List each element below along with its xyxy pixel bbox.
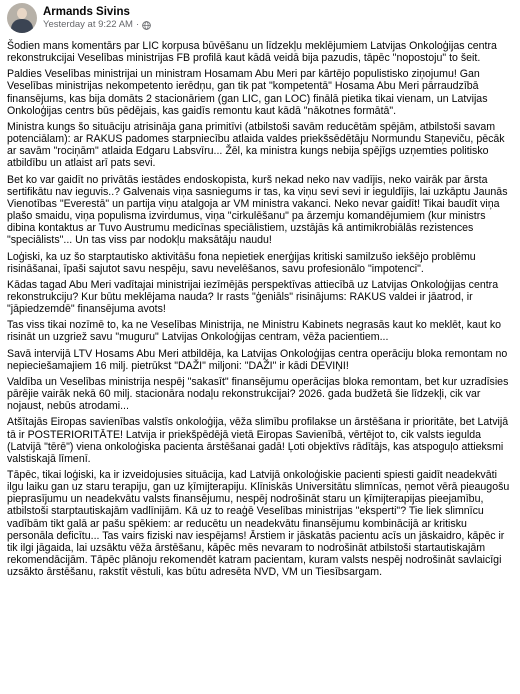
post-meta	[43, 5, 151, 31]
post-paragraph: Tāpēc, tikai loģiski, ka ir izveidojusies situācija, kad Latvijā onkoloģiskie pacienti spiesti gaidīt neadekvāti ilgu laiku gan uz staru terapiju, gan uz ķīmijterapiju. Klīniskās Universitātu slimnīcas, ņemot vērā pieaugošu pieprasījumu un neadekvātu valsts finansējumu, nespēj nodrošināt staru un ķīmijterapijas pieejamību, atbilstoši starptautiskajām vadlīnijām. Kā uz to reaģē Veselības ministrijas "eksperti"? Tie liek slimnīcu vadībām tikt galā ar pašu spēkiem: ar reducētu un neadekvātu finansējumu kombinācijā ar kritisku personāla deficītu... Tas vairs fiziski nav iespējams! Ārstiem ir jāskatās pacientu acīs un jāskaidro, kāpēc ir tik ilgi jāgaida, lai uzsāktu vēža ārstēšanu, kāpēc mēs nevaram to nodrošināt atbilstoši startautiskajām rekomendācijām. Tāpēc plānoju rekomendēt katram pacientam, kuram valsts nespēj nodrošināt savlaicīgi uzsākto ārstēšanu, rakstīt vēstuli, kas būtu adresēta NVD, VM un Tiesībsargam.	[7, 469, 510, 579]
avatar[interactable]	[7, 3, 37, 33]
post-timestamp[interactable]: Yesterday at 9:22 AM	[43, 19, 133, 30]
post-text	[7, 40, 514, 578]
post-paragraph: Tas viss tikai nozīmē to, ka ne Veselības Ministrija, ne Ministru Kabinets negrasās kaut ko meklēt, kaut ko risināt un uzgriež savu "muguru" Latvijas Onkoloģijas centram, vēža pacientiem...	[7, 319, 502, 344]
separator-dot: ·	[135, 19, 140, 30]
post-paragraph: Atšītajās Eiropas savienības valstīs onkoloģija, vēža slimību profilakse un ārstēšana ir prioritāte, bet Latvijā tā ir POSTERIORITĀTE! Latvija ir priekšpēdējā vietā Eiropas Savienībā, vērtējot to, cik valsts iegulda (Latvijā "tērē") viena onkoloģiska pacienta ārstēšanai gadā! Ļoti objektīvs rādītājs, kas atspoguļo attieksmi valstiskajā līmenī.	[7, 416, 509, 465]
post-paragraph: Šodien mans komentārs par LIC korpusa būvēšanu un līdzekļu meklējumiem Latvijas Onkoloģijas centra rekonstrukcijai Veselības ministrijas FB profilā kaut kādā veidā bija pazudis, tāpēc "nopostoju" to šeit.	[7, 40, 497, 65]
globe-icon[interactable]	[142, 21, 151, 30]
post-paragraph: Kādas tagad Abu Meri vadītajai ministrijai iezīmējās perspektīvas attiecībā uz Latvijas Onkoloģijas centra rekonstrukciju? Kur būtu meklējama nauda? Ir rasts "ģeniāls" risinājums: RAKUS valdei ir jāatrod, ir "jāpiedzemdē" finansējuma avots!	[7, 278, 499, 316]
post-paragraph: Loģiski, ka uz šo starptautisko aktivitāšu fona nepietiek enerģijas kritiski samilzušo iekšējo problēmu risināšanai, īpaši sajutot savu nespēju, savu nevelēšanos, savu profesionālo "impotenci".	[7, 250, 476, 275]
post-paragraph: Paldies Veselības ministrijai un ministram Hosamam Abu Meri par kārtējo populistisko ziņojumu! Gan Veselības ministrijas nekompetento ierēdņu, gan tik pat "kompetentā" Hosama Abu Meri pārraudzībā finansējums, kas bija domāts 2 stacionāriem (gan LIC, gan LOC) finālā pietika tikai vienam, un Latvijas Onkoloģijas centrs būs pēdējais, kas gaidīs remontu kaut kādā "nākotnes formātā".	[7, 68, 488, 117]
post-header	[7, 0, 514, 36]
post-subline	[43, 19, 151, 31]
post-paragraph: Savā intervijā LTV Hosams Abu Meri atbildēja, ka Latvijas Onkoloģijas centra operāciju bloka remontam no nepieciešamajiem 16 milj. pietrūkst "DAŽI" miljoni: "DAŽI" ir kādi DEVIŅI!	[7, 347, 508, 372]
post-paragraph: Bet ko var gaidīt no privātās iestādes endoskopista, kurš nekad neko nav vadījis, neko vairāk par ārsta sertifikātu nav ieguvis..? Galvenais viņa sasniegums ir tas, ka viņu sevi sevi ir ieguldījis, lai uzkāptu Jaunās Vienotības "Everestā" un partija viņu atalgoja ar VM ministra vakanci. Neko nevar gaidīt! Tikai baudīt viņa plašo smaidu, viņa populisma izvirdumus, viņa "cirkulēšanu" pa ārzemju komandējumiem (kur ministrs dibina kontaktus ar Tuvo Austrumu medicīnas speciālistiem, uzstājās kā antimikrobiālās rezistences "speciālists"... Un tas viss par nodokļu maksātāju naudu!	[7, 173, 508, 247]
post-paragraph: Ministra kungs šo situāciju atrisināja gana primitīvi (atbilstoši savām reducētām spējām, atbilstoši savam potenciālam): ar RAKUS padomes starpniecību atlaida valdes priekšsēdētāju Normundu Staņeviču, pēcāk ar savām "rociņām" atlaida Edgaru Labsvīru... Žēl, ka ministra kungs nebija spējīgs uzņemties politisko atbildību un atlaist arī pats sevi.	[7, 120, 505, 170]
author-name[interactable]: Armands Sivins	[43, 6, 130, 18]
post-paragraph: Valdība un Veselības ministrija nespēj "sakasīt" finansējumu operācijas bloka remontam, bet kur uzradīsies pārējie vairāk nekā 60 milj. stacionāra nodaļu rekonstrukcijai? 2026. gada budžetā šie līdzekļi, cik var nojaust, nebūs atrodami...	[7, 375, 509, 413]
